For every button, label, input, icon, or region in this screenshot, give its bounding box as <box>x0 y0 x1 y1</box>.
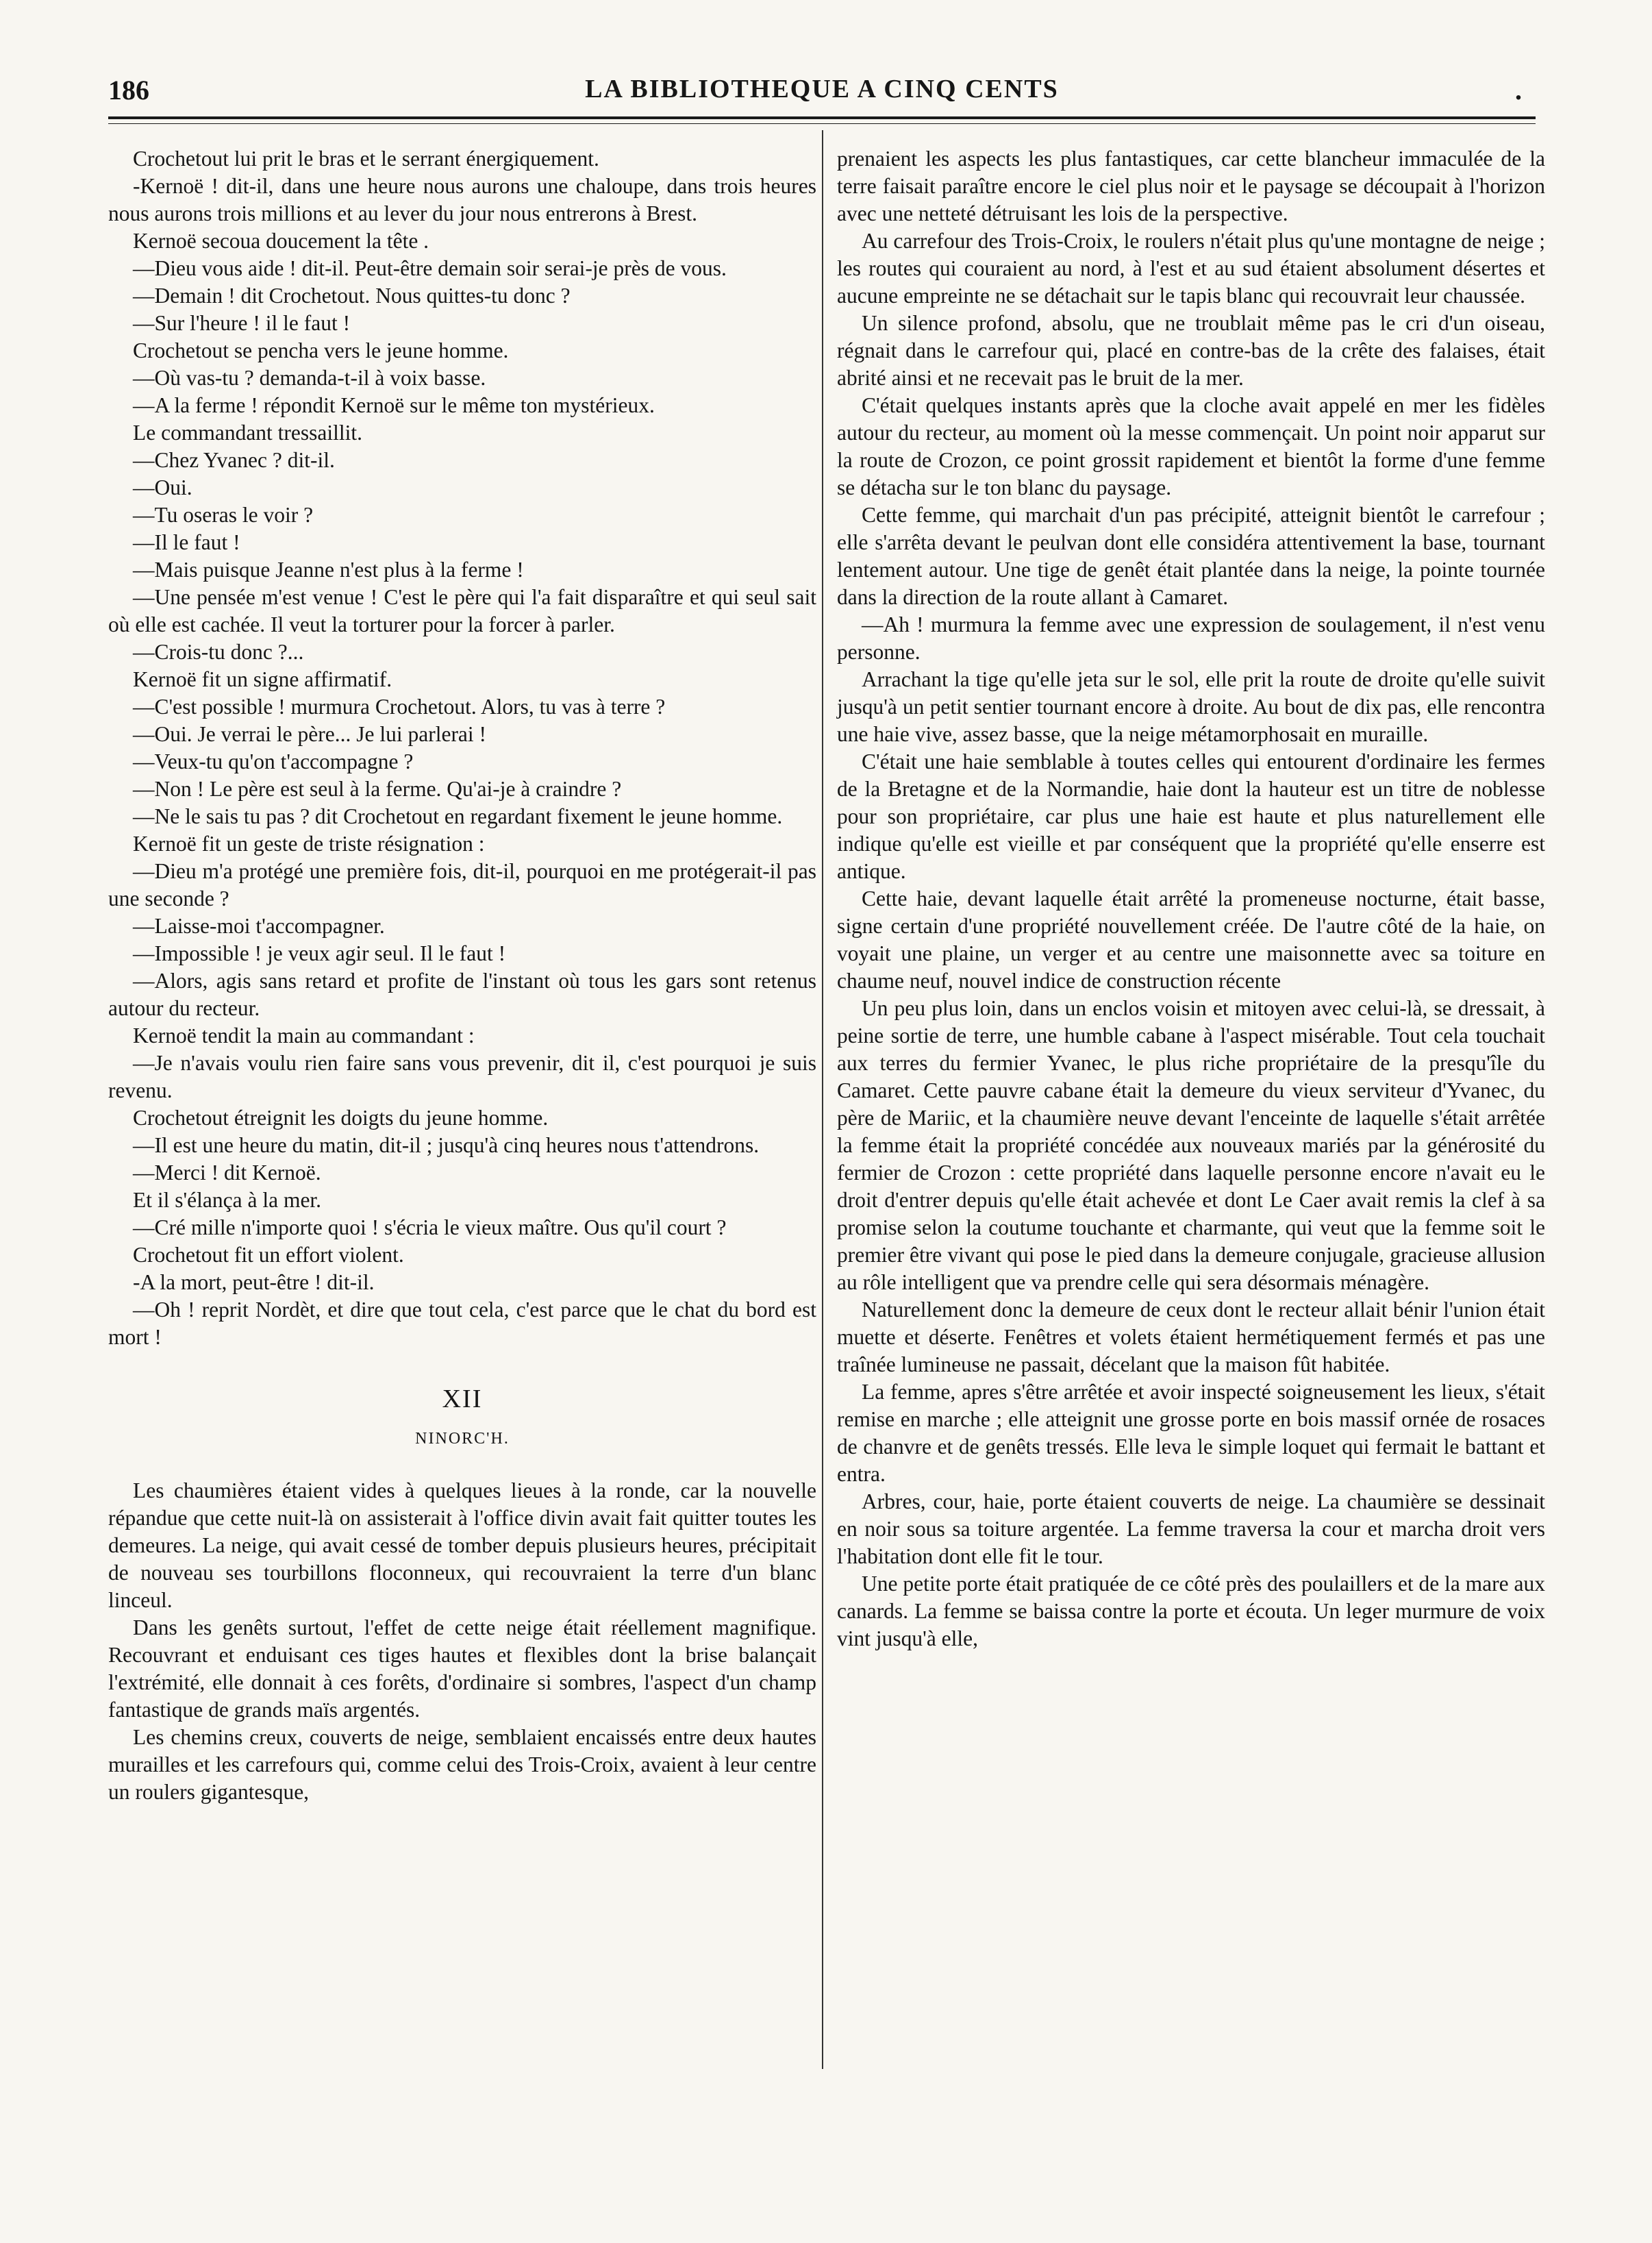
paragraph: Kernoë secoua doucement la tête . <box>133 229 429 253</box>
paragraph: —Il le faut ! <box>133 530 240 554</box>
paragraph: Arbres, cour, haie, porte étaient couverts de neige. La chaumière se dessinait en noir sous sa toiture argentée. La femme traversa la cour et marcha droit vers l'habitation dont elle fit le tour. <box>837 1489 1545 1568</box>
paragraph: —Non ! Le père est seul à la ferme. Qu'ai-je à craindre ? <box>133 777 622 801</box>
paragraph: —Merci ! dit Kernoë. <box>133 1161 321 1185</box>
page-header <box>108 74 1536 115</box>
paragraph: prenaient les aspects les plus fantastiques, car cette blancheur immaculée de la terre faisait paraître encore le ciel plus noir et le paysage se découpait à l'horizon avec une netteté détruisant les lois de la perspective. <box>837 147 1545 225</box>
paragraph: —Alors, agis sans retard et profite de l'instant où tous les gars sont retenus autour du recteur. <box>108 969 816 1020</box>
paragraph: Une petite porte était pratiquée de ce côté près des poulaillers et de la mare aux canards. La femme se baissa contre la porte et écouta. Un leger murmure de voix vint jusqu'à elle, <box>837 1572 1545 1650</box>
paragraph: Dans les genêts surtout, l'effet de cette neige était réellement magnifique. Recouvrant et enduisant ces tiges hautes et flexibles dont la brise balançait l'extrémité, elle donnait à ces forêts, d'ordinaire si sombres, l'aspect d'un champ fantastique de grands maïs argentés. <box>108 1615 816 1722</box>
paragraph: -A la mort, peut-être ! dit-il. <box>133 1270 375 1294</box>
paragraph: —Demain ! dit Crochetout. Nous quittes-tu donc ? <box>133 284 571 308</box>
paragraph: La femme, apres s'être arrêtée et avoir inspecté soigneusement les lieux, s'était remise en marche ; elle atteignit une grosse porte en bois massif ornée de rosaces de chanvre et de genêts tressés. Elle leva le simple loquet qui fermait le battant et entra. <box>837 1380 1545 1486</box>
right-paragraphs <box>837 145 1545 1652</box>
running-title: LA BIBLIOTHEQUE A CINQ CENTS <box>585 75 1059 103</box>
paragraph: Arrachant la tige qu'elle jeta sur le sol, elle prit la route de droite qu'elle suivit jusqu'à un petit sentier tournant encore à droite. Au bout de dix pas, elle rencontra une haie vive, assez basse, que la neige métamorphosait en muraille. <box>837 667 1545 746</box>
paragraph: —Oh ! reprit Nordèt, et dire que tout cela, c'est parce que le chat du bord est mort ! <box>108 1298 816 1349</box>
paragraph: —Sur l'heure ! il le faut ! <box>133 311 351 335</box>
paragraph: —Je n'avais voulu rien faire sans vous prevenir, dit il, c'est pourquoi je suis revenu. <box>108 1051 816 1102</box>
paragraph: Crochetout étreignit les doigts du jeune homme. <box>133 1106 549 1130</box>
paragraph: —Tu oseras le voir ? <box>133 503 314 527</box>
paragraph: Kernoë fit un signe affirmatif. <box>133 667 392 691</box>
paragraph: —Chez Yvanec ? dit-il. <box>133 448 335 472</box>
paragraph: Et il s'élança à la mer. <box>133 1188 322 1212</box>
column-divider <box>822 130 823 2069</box>
header-rule-thick <box>108 116 1536 119</box>
paragraph: Naturellement donc la demeure de ceux dont le recteur allait bénir l'union était muette et déserte. Fenêtres et volets étaient hermétiquement fermés et pas une traînée lumineuse ne passait, décelant que la maison fût habitée. <box>837 1298 1545 1376</box>
paragraph: —Il est une heure du matin, dit-il ; jusqu'à cinq heures nous t'attendrons. <box>133 1133 760 1157</box>
header-trailing-mark: . <box>1515 75 1522 106</box>
paragraph: —Cré mille n'importe quoi ! s'écria le vieux maître. Ous qu'il court ? <box>133 1215 727 1239</box>
paragraph: —Veux-tu qu'on t'accompagne ? <box>133 749 414 773</box>
paragraph: Un peu plus loin, dans un enclos voisin et mitoyen avec celui-là, se dressait, à peine sortie de terre, une humble cabane à l'aspect misérable. Tout cela touchait aux terres du fermier Yvanec, le plus riche propriétaire de la presqu'île du Camaret. Cette pauvre cabane était la demeure du vieux serviteur d'Yvanec, du père de Mariic, et la chaumière neuve devant l'enceinte de laquelle s'était arrêtée la femme était la propriété concédée aux nouveaux mariés par la générosité du fermier de Crozon : cette propriété dans laquelle personne encore n'avait eu le droit d'entrer depuis qu'elle était achevée et dont Le Caer avait remis la clef à sa promise selon la coutume touchante et charmante, qui veut que la femme soit le premier être vivant qui pose le pied dans la demeure conjugale, gracieuse allusion au rôle intelligent que va prendre celle qui sera désormais ménagère. <box>837 996 1545 1294</box>
left-column <box>108 145 816 1806</box>
paragraph: Les chemins creux, couverts de neige, semblaient encaissés entre deux hautes murailles et les carrefours qui, comme celui des Trois-Croix, avaient à leur centre un roulers gigantesque, <box>108 1725 816 1804</box>
paragraph: —Mais puisque Jeanne n'est plus à la ferme ! <box>133 558 524 582</box>
paragraph: —Oui. Je verrai le père... Je lui parlerai ! <box>133 722 487 746</box>
paragraph: —A la ferme ! répondit Kernoë sur le même ton mystérieux. <box>133 393 655 417</box>
paragraph: Cette femme, qui marchait d'un pas précipité, atteignit bientôt le carrefour ; elle s'arrêta devant le peulvan dont elle considéra attentivement la base, tournant lentement autour. Une tige de genêt était plantée dans la neige, la pointe tournée dans la direction de la route allant à Camaret. <box>837 503 1545 609</box>
paragraph: —Crois-tu donc ?... <box>133 640 304 664</box>
paragraph: Cette haie, devant laquelle était arrêté la promeneuse nocturne, était basse, signe certain d'une propriété nouvellement créée. De l'autre côté de la haie, on voyait une plaine, un verger et au centre une maisonnette avec sa toiture en chaume neuf, nouvel indice de construction récente <box>837 887 1545 993</box>
paragraph: —Impossible ! je veux agir seul. Il le faut ! <box>133 941 506 965</box>
paragraph: —Dieu m'a protégé une première fois, dit-il, pourquoi en me protégerait-il pas une seconde ? <box>108 859 816 910</box>
header-rule-thin <box>108 123 1536 124</box>
chapter-paragraphs <box>108 1477 816 1806</box>
paragraph: Le commandant tressaillit. <box>133 421 363 445</box>
paragraph: —Laisse-moi t'accompagner. <box>133 914 385 938</box>
paragraph: Un silence profond, absolu, que ne troublait même pas le cri d'un oiseau, régnait dans le carrefour qui, placé en contre-bas de la crête des falaises, était abrité ainsi et ne recevait pas le bruit de la mer. <box>837 311 1545 390</box>
paragraph: —C'est possible ! murmura Crochetout. Alors, tu vas à terre ? <box>133 695 666 719</box>
paragraph: —Ah ! murmura la femme avec une expression de soulagement, il n'est venu personne. <box>837 612 1545 664</box>
paragraph: C'était une haie semblable à toutes celles qui entourent d'ordinaire les fermes de la Bretagne et de la Normandie, haie dont la hauteur est un titre de noblesse pour son propriétaire, car plus une haie est haute et plus naturellement elle indique qu'elle est vieille et par conséquent que la propriété qu'elle enserre est antique. <box>837 749 1545 883</box>
paragraph: -Kernoë ! dit-il, dans une heure nous aurons une chaloupe, dans trois heures nous aurons trois millions et au lever du jour nous entrerons à Brest. <box>108 174 816 225</box>
paragraph: —Une pensée m'est venue ! C'est le père qui l'a fait disparaître et qui seul sait où elle est cachée. Il veut la torturer pour la forcer à parler. <box>108 585 816 636</box>
right-column <box>837 145 1545 1652</box>
left-paragraphs <box>108 145 816 1351</box>
chapter-number: XII <box>442 1385 483 1413</box>
paragraph: —Dieu vous aide ! dit-il. Peut-être demain soir serai-je près de vous. <box>133 256 727 280</box>
paragraph: —Oui. <box>133 475 192 499</box>
paragraph: Crochetout lui prit le bras et le serrant énergiquement. <box>133 147 599 171</box>
paragraph: Crochetout se pencha vers le jeune homme. <box>133 338 509 362</box>
paragraph: —Où vas-tu ? demanda-t-il à voix basse. <box>133 366 486 390</box>
paragraph: Crochetout fit un effort violent. <box>133 1243 404 1267</box>
paragraph: —Ne le sais tu pas ? dit Crochetout en regardant fixement le jeune homme. <box>133 804 783 828</box>
paragraph: Kernoë fit un geste de triste résignation : <box>133 832 485 856</box>
paragraph: C'était quelques instants après que la cloche avait appelé en mer les fidèles autour du recteur, au moment où la messe commençait. Un point noir apparut sur la route de Crozon, ce point grossit rapidement et bientôt la forme d'une femme se détacha sur le ton blanc du paysage. <box>837 393 1545 499</box>
paragraph: Au carrefour des Trois-Croix, le roulers n'était plus qu'une montagne de neige ; les routes qui couraient au nord, à l'est et au sud étaient absolument désertes et aucune empreinte ne se détachait sur le tapis blanc qui recouvrait leur chaussée. <box>837 229 1545 308</box>
chapter-title: NINORC'H. <box>415 1430 510 1448</box>
page-number: 186 <box>108 75 149 106</box>
paragraph: Les chaumières étaient vides à quelques lieues à la ronde, car la nouvelle répandue que cette nuit-là on assisterait à l'office divin avait fait quitter toutes les demeures. La neige, qui avait cessé de tomber depuis plusieurs heures, précipitait de nouveau ses tourbillons floconneux, qui recouvraient la terre d'un blanc linceul. <box>108 1478 816 1612</box>
paragraph: Kernoë tendit la main au commandant : <box>133 1024 475 1048</box>
